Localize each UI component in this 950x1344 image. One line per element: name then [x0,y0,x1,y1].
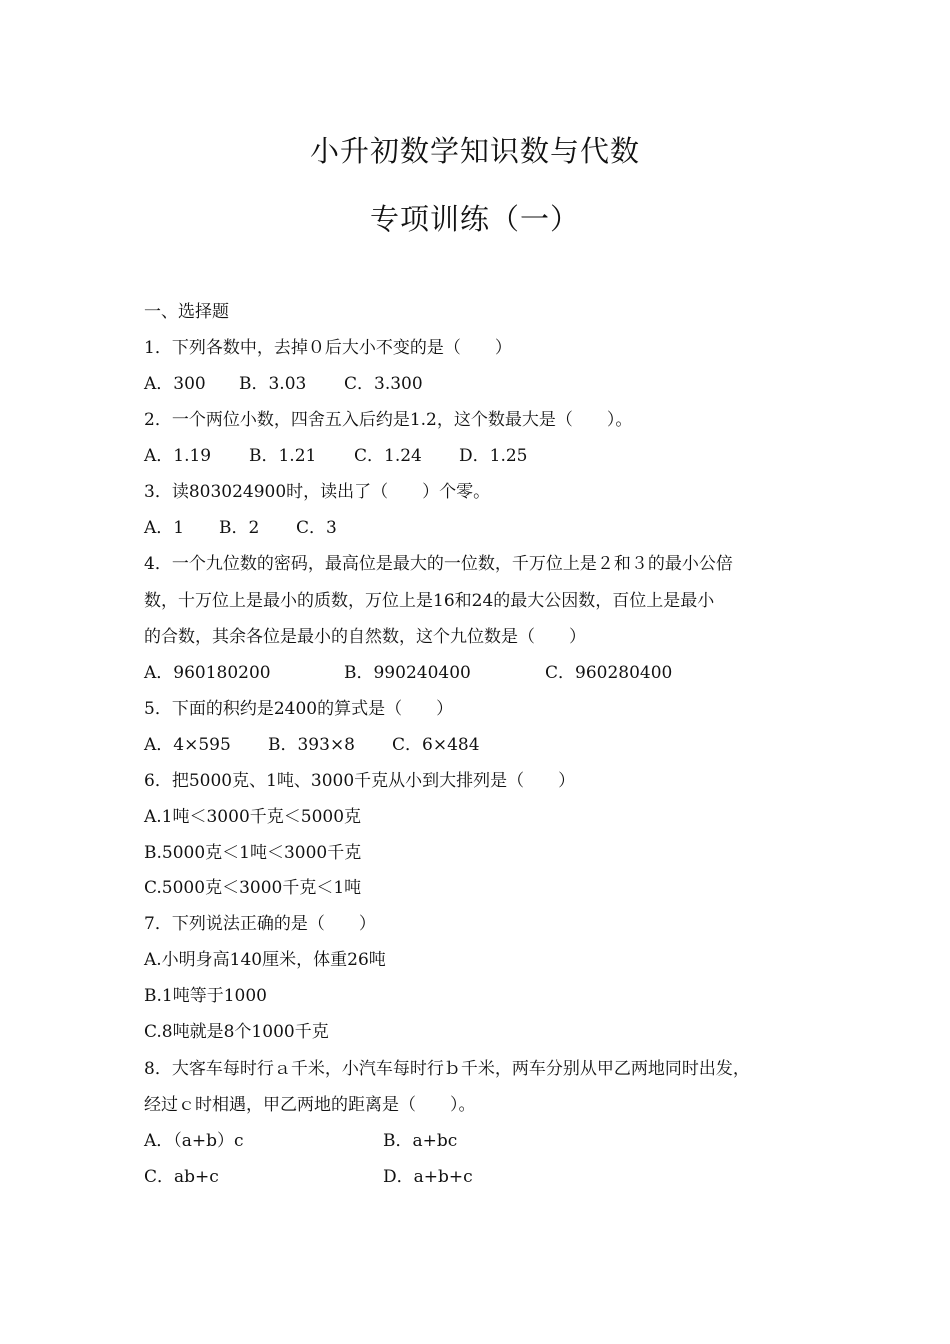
question-3-text: 3．读803024900时，读出了（ ）个零。 [144,482,491,502]
question-2-text: 2．一个两位小数，四舍五入后约是1.2，这个数最大是（ ）。 [144,410,633,430]
question-2-option-a: A．1.19 [144,446,212,466]
question-5-text: 5．下面的积约是2400的算式是（ ） [144,699,454,719]
question-1-option-c: C．3.300 [344,374,423,394]
question-2-option-c: C．1.24 [354,446,422,466]
question-4-option-b: B．990240400 [344,663,471,683]
question-2-option-b: B．1.21 [249,446,317,466]
question-7-option-c: C.8吨就是8个1000千克 [144,1022,329,1042]
question-8-option-a: A．（a+b）c [144,1131,244,1151]
question-6-option-a: A.1吨＜3000千克＜5000克 [144,807,362,827]
question-3-option-a: A．1 [144,518,185,538]
section-heading: 一、选择题 [144,302,229,322]
question-1-text: 1．下列各数中，去掉０后大小不变的是（ ） [144,338,512,358]
question-5-option-a: A．4×595 [144,735,231,755]
question-1-option-b: B．3.03 [239,374,307,394]
question-3-option-c: C．3 [296,518,337,538]
question-6-option-c: C.5000克＜3000千克＜1吨 [144,878,362,898]
question-5-option-c: C．6×484 [392,735,480,755]
question-3-option-b: B．2 [219,518,260,538]
question-8-option-c: C．ab+c [144,1167,219,1187]
question-4-text-line-2: 数，十万位上是最小的质数，万位上是16和24的最大公因数，百位上是最小 [144,591,715,611]
question-7-option-a: A.小明身高140厘米，体重26吨 [144,950,386,970]
question-7-text: 7．下列说法正确的是（ ） [144,914,376,934]
question-6-text: 6．把5000克、1吨、3000千克从小到大排列是（ ） [144,771,576,791]
question-8-text-line-1: 8．大客车每时行ａ千米，小汽车每时行ｂ千米，两车分别从甲乙两地同时出发， [144,1059,750,1079]
question-8-option-b: B．a+bc [383,1131,458,1151]
question-8-text-line-2: 经过ｃ时相遇，甲乙两地的距离是（ ）。 [144,1095,476,1115]
question-4-text-line-3: 的合数，其余各位是最小的自然数，这个九位数是（ ） [144,627,586,647]
question-4-option-a: A．960180200 [144,663,271,683]
document-subtitle: 专项训练（一） [369,202,580,236]
question-4-text-line-1: 4．一个九位数的密码，最高位是最大的一位数，千万位上是２和３的最小公倍 [144,554,733,574]
question-2-option-d: D．1.25 [459,446,528,466]
question-5-option-b: B．393×8 [268,735,356,755]
document-title: 小升初数学知识数与代数 [309,134,640,168]
question-8-option-d: D．a+b+c [383,1167,473,1187]
question-4-option-c: C．960280400 [545,663,673,683]
question-6-option-b: B.5000克＜1吨＜3000千克 [144,843,362,863]
question-1-option-a: A．300 [144,374,206,394]
question-7-option-b: B.1吨等于1000 [144,986,267,1006]
